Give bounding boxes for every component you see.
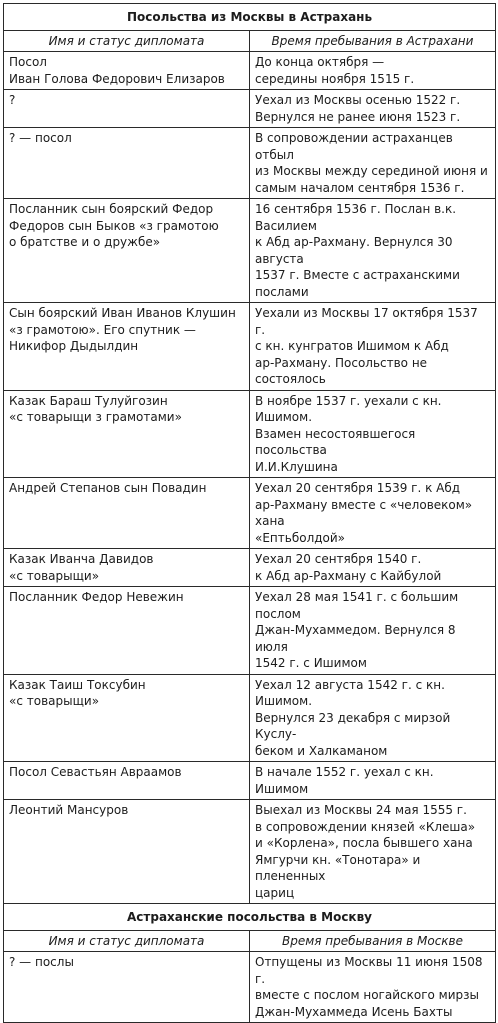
table-row	[4, 549, 496, 587]
diplomat-name-cell: Посланник Федор Невежин	[4, 587, 250, 675]
section-title: Астраханские посольства в Москву	[4, 904, 496, 931]
stay-time-cell: В начале 1552 г. уехал с кн. Ишимом	[250, 762, 496, 800]
diplomat-name-cell: Казак Таиш Токсубин «с товарыщи»	[4, 674, 250, 762]
table-row	[4, 390, 496, 478]
diplomat-name-cell: ? — послы	[4, 952, 250, 1023]
table-row	[4, 90, 496, 128]
table-row	[4, 52, 496, 90]
table-row	[4, 952, 496, 1023]
table-row	[4, 478, 496, 549]
diplomat-name-cell: ?	[4, 90, 250, 128]
stay-time-cell: Уехали из Москвы 17 октября 1537 г. с кн. кунгратов Ишимом к Абд ар-Рахману. Посольство не состоялось	[250, 303, 496, 391]
section-title: Посольства из Москвы в Астрахань	[4, 4, 496, 31]
stay-time-cell: Уехал 20 сентября 1540 г. к Абд ар-Рахману с Кайбулой	[250, 549, 496, 587]
stay-time-cell: В сопровождении астраханцев отбыл из Москвы между серединой июня и самым началом сентября 1536 г.	[250, 128, 496, 199]
diplomat-name-cell: Казак Иванча Давидов «с товарыщи»	[4, 549, 250, 587]
diplomat-name-cell: Сын боярский Иван Иванов Клушин «з грамотою». Его спутник — Никифор Дыдылдин	[4, 303, 250, 391]
table-row	[4, 587, 496, 675]
stay-time-cell: Отпущены из Москвы 11 июня 1508 г. вместе с послом ногайского мирзы Джан-Мухаммеда Исень Бахты	[250, 952, 496, 1023]
stay-time-cell: В ноябре 1537 г. уехали с кн. Ишимом. Взамен несостоявшегося посольства И.И.Клушина	[250, 390, 496, 478]
column-header-name: Имя и статус дипломата	[4, 930, 250, 952]
stay-time-cell: Уехал 12 августа 1542 г. с кн. Ишимом. Вернулся 23 декабря с мирзой Куслу- беком и Халкаманом	[250, 674, 496, 762]
diplomat-name-cell: Андрей Степанов сын Повадин	[4, 478, 250, 549]
table-row	[4, 800, 496, 904]
diplomat-name-cell: ? — посол	[4, 128, 250, 199]
table-row	[4, 303, 496, 391]
diplomat-name-cell: Казак Бараш Тулуйгозин «с товарыщи з грамотами»	[4, 390, 250, 478]
section-header-row	[4, 4, 496, 31]
column-header-row	[4, 930, 496, 952]
section-header-row	[4, 904, 496, 931]
column-header-time: Время пребывания в Астрахани	[250, 30, 496, 52]
diplomat-name-cell: Посол Иван Голова Федорович Елизаров	[4, 52, 250, 90]
column-header-row	[4, 30, 496, 52]
stay-time-cell: 16 сентября 1536 г. Послан в.к. Василием к Абд ар-Рахману. Вернулся 30 августа 1537 г. Вместе с астраханскими послами	[250, 199, 496, 303]
table-row	[4, 762, 496, 800]
diplomat-name-cell: Леонтий Мансуров	[4, 800, 250, 904]
diplomat-name-cell: Посланник сын боярский Федор Федоров сын Быков «з грамотою о братстве и о дружбе»	[4, 199, 250, 303]
table-row	[4, 199, 496, 303]
table-row	[4, 128, 496, 199]
column-header-name: Имя и статус дипломата	[4, 30, 250, 52]
embassies-table	[3, 3, 496, 1023]
stay-time-cell: Уехал 28 мая 1541 г. с большим послом Джан-Мухаммедом. Вернулся 8 июля 1542 г. с Ишимом	[250, 587, 496, 675]
stay-time-cell: Уехал 20 сентября 1539 г. к Абд ар-Рахману вместе с «человеком» хана «Ептьболдой»	[250, 478, 496, 549]
stay-time-cell: Выехал из Москвы 24 мая 1555 г. в сопровождении князей «Клеша» и «Корлена», посла бывшего хана Ямгурчи кн. «Тонотара» и плененных цариц	[250, 800, 496, 904]
stay-time-cell: Уехал из Москвы осенью 1522 г. Вернулся не ранее июня 1523 г.	[250, 90, 496, 128]
column-header-time: Время пребывания в Москве	[250, 930, 496, 952]
stay-time-cell: До конца октября — середины ноября 1515 г.	[250, 52, 496, 90]
table-row	[4, 674, 496, 762]
diplomat-name-cell: Посол Севастьян Авраамов	[4, 762, 250, 800]
